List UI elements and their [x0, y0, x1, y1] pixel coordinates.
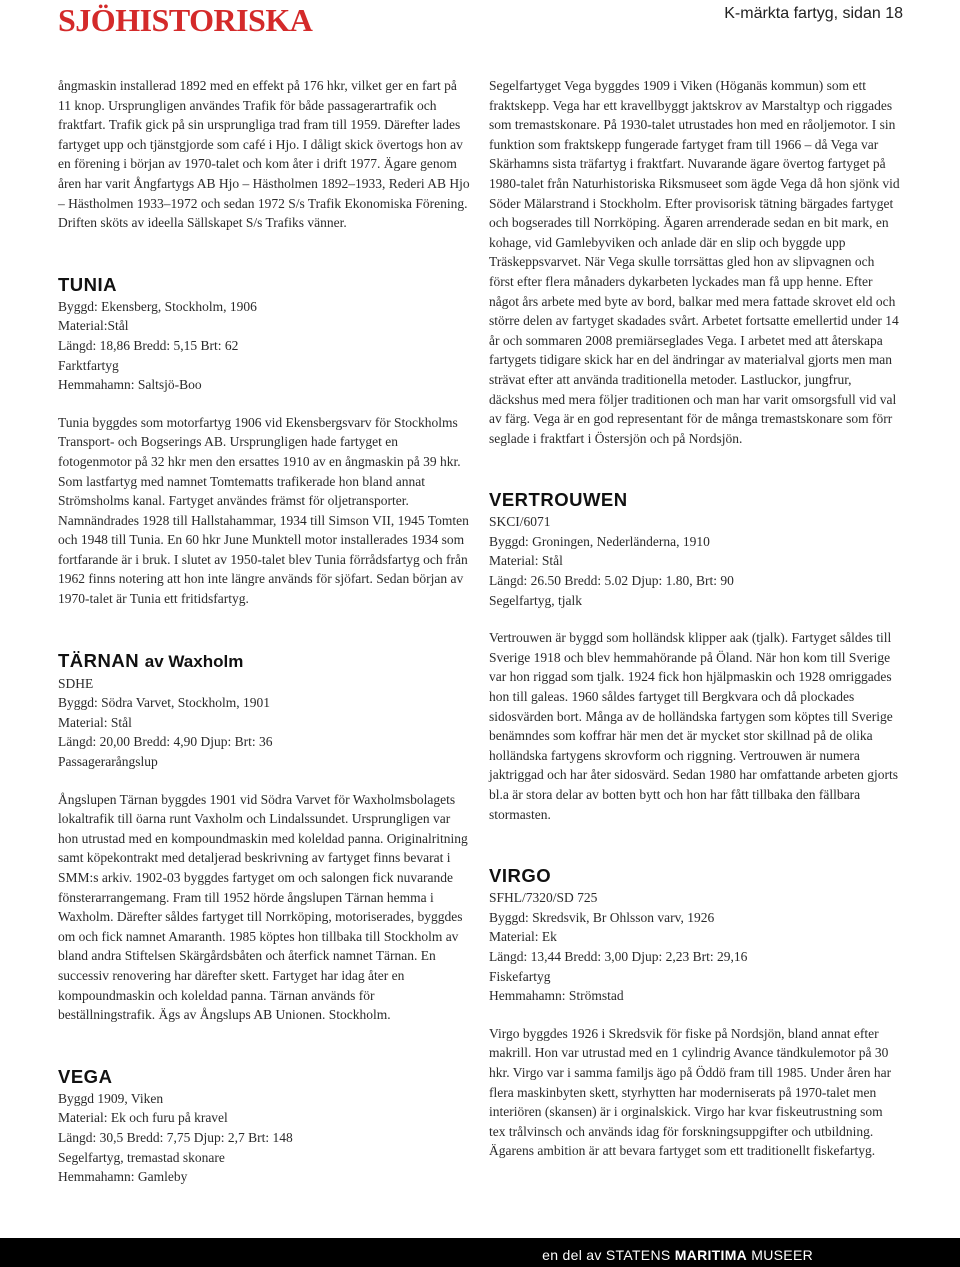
- spec-line: Fiskefartyg: [489, 968, 551, 984]
- spec-line: SFHL/7320/SD 725: [489, 890, 598, 906]
- spec-line: Byggd: Södra Varvet, Stockholm, 1901: [58, 695, 270, 711]
- left-column: [58, 76, 473, 1187]
- vega-text: Segelfartyget Vega byggdes 1909 i Viken (Höganäs kommun) som ett fraktskepp. Vega har ett kravellbyggt jaktskrov av Marstaltyp och riggades som tremastskonare. På 1930-talet utrustades hon med en råoljemotor. I sin funktion som fraktskepp fungerade fartyget fram till 1966 – då Vega var Skärhamns sista träfartyg i fraktfart. Nuvarande ägare övertog fartyget på 1980-talet från Naturhistoriska Riksmuseet som ägde Vega då hon sjönk vid Söder Mälarstrand i Stockholm. Efter provisorisk tätning bärgades fartyget och bogserades till Norrköping. Ägaren arrenderade sedan en bit mark, en kohage, vid Gamlebyviken och anlade där en slip och byggde upp Träskeppsvarvet. När Vega skulle torrsättas gled hon av slipvagnen och först efter flera månaders dykarbeten lyckades man få upp henne. Efter något års arbete med byte av bord, balkar med mera fattade skrovet eld och större delen av fartyget skadades svårt. Arbetet fortsatte emellertid under 14 år och sommaren 2008 premiärseglades Vega. I arbetet med att återskapa fartygets tidigare skick har en del ändringar av materialval gjorts men man strävat efter att använda traditionella metoder. Lastluckor, jungfrur, däckshus med mera följer traditionen och man har varit omsorgsfull vid val av färg. Vega är en god representant för de många tremastskonare som förr seglade i fraktfart i Östersjön och på Nordsjön.: [489, 78, 900, 446]
- spec-line: Hemmahamn: Strömstad: [489, 988, 624, 1004]
- spec-line: SDHE: [58, 675, 94, 691]
- right-column: [489, 76, 901, 1161]
- spec-line: Hemmahamn: Gamleby: [58, 1169, 188, 1185]
- page-label: K-märkta fartyg, sidan 18: [724, 5, 903, 22]
- vertrouwen-heading: VERTROUWEN: [489, 489, 628, 511]
- footer-text: [542, 1247, 813, 1263]
- site-logo: SJÖHISTORISKA: [58, 2, 313, 38]
- spec-line: Längd: 18,86 Bredd: 5,15 Brt: 62: [58, 337, 239, 353]
- tarnan-heading: [58, 649, 473, 674]
- spec-line: Hemmahamn: Saltsjö-Boo: [58, 377, 202, 393]
- tunia-text: Tunia byggdes som motorfartyg 1906 vid Ekensbergsvarv för Stockholms Transport- och Bogserings AB. Ursprungligen hade fartyget en fotogenmotor på 32 hkr men den ersattes 1910 av en ångmaskin på 39 hkr. Som lastfartyg med namnet Tomtematts trafikerade hon bland annat Strömsholms kanal. Fartyget användes främst för oljetransporter. Namnändrades 1928 till Hallstahammar, 1934 till Simson VII, 1945 Tomten och 1948 till Tunia. En 60 hkr June Munktell motor installerades 1934 som fortfarande är i bruk. I slutet av 1950-talet blev Tunia förrådsfartyg och från 1962 finns notering att hon inte längre används för sjöfart. Sedan början av 1970-talet är Tunia ett fritidsfartyg.: [58, 414, 469, 607]
- spec-line: Farktfartyg: [58, 357, 119, 373]
- virgo-heading: VIRGO: [489, 865, 552, 887]
- tunia-specs: [58, 297, 473, 395]
- spec-line: Material: Ek och furu på kravel: [58, 1110, 228, 1126]
- vega-heading: VEGA: [58, 1065, 113, 1087]
- intro-paragraph: ångmaskin installerad 1892 med en effekt på 176 hkr, vilket ger en fart på 11 knop. Ursprungligen användes Trafik för både passagerartrafik och fraktfart. Trafik gick på sin ursprungliga trad fram till 1959. Därefter lades fartyget upp och tjänstgjorde som café i Hjo. I dåligt skick övertogs hon av en förening i början av 1970-talet och kom åter i drift 1977. Ägare genom åren har varit Ångfartygs AB Hjo – Hästholmen 1892–1933, Rederi AB Hjo – Hästholmen 1933–1972 och sedan 1972 S/s Trafik Ekonomiska Förening. Driften sköts av ideella Sällskapet S/s Trafiks vänner.: [58, 78, 470, 231]
- footer-statens: STATENS: [605, 1247, 671, 1263]
- vega-specs: [58, 1089, 473, 1187]
- spec-line: Material: Stål: [489, 553, 563, 569]
- spec-line: Längd: 30,5 Bredd: 7,75 Djup: 2,7 Brt: 148: [58, 1129, 293, 1145]
- spec-line: Byggd: Groningen, Nederländerna, 1910: [489, 533, 710, 549]
- spec-line: Längd: 26.50 Bredd: 5.02 Djup: 1.80, Brt: 90: [489, 573, 734, 589]
- spec-line: Byggd: Skredsvik, Br Ohlsson varv, 1926: [489, 909, 715, 925]
- vertrouwen-specs: [489, 512, 901, 610]
- tarnan-title-suffix: av Waxholm: [144, 651, 244, 671]
- spec-line: Segelfartyg, tjalk: [489, 592, 582, 608]
- spec-line: Material: Stål: [58, 714, 132, 730]
- footer-bar: [0, 1238, 960, 1267]
- spec-line: Byggd 1909, Viken: [58, 1090, 164, 1106]
- spec-line: Passagerarångslup: [58, 754, 158, 770]
- vertrouwen-text: Vertrouwen är byggd som holländsk klipper aak (tjalk). Fartyget såldes till Sverige 1918 och blev hemmahörande på Öland. När hon kom till Sverige var hon riggad som tjalk. 1924 fick hon hjälpmaskin och 1928 omriggades hon till galeas. 1960 såldes fartyget till Bergkvara och då plockades sidosvärden bort. Många av de holländska fartygen som köptes till Sverige benämndes som koffrar här men det är mycket stor skillnad på de olika holländska fartygens skrovform och riggning. Vertrouwen är numera jaktriggad och har åter sidosvärd. Sedan 1980 har omfattande arbeten gjorts bl.a är stora delar av botten bytt och hon har fått tillbaka den fällbara stormasten.: [489, 630, 898, 822]
- spec-line: Material: Ek: [489, 929, 557, 945]
- tunia-heading: TUNIA: [58, 273, 118, 295]
- tarnan-specs: [58, 674, 473, 772]
- footer-prefix: en del av: [542, 1247, 602, 1263]
- spec-line: Längd: 20,00 Bredd: 4,90 Djup: Brt: 36: [58, 734, 273, 750]
- tarnan-text: Ångslupen Tärnan byggdes 1901 vid Södra Varvet för Waxholmsbolagets lokaltrafik till öarna runt Vaxholm och Lindalssundet. Ursprungligen var hon utrustad med en kompoundmaskin med koleldad panna. Originalritning samt köpekontrakt med detaljerad beskrivning av fartyget finns bevarat i SMM:s arkiv. 1902-03 byggdes fartyget om och salongen fick nuvarande fönsterarrangemang. Fram till 1952 hörde ångslupen Tärnan hemma i Waxholm. Därefter såldes fartyget till Norrköping, motoriserades, byggdes om och fick namnet Amaranth. 1985 köptes hon tillbaka till Stockholm av bland andra Stiftelsen Skärgårdsbåten och återfick namnet Tärnan. En successiv renovering har därefter skett. Fartyget har idag åter en kompoundmaskin och koleldad panna. Tärnan används för beställningstrafik. Ägs av Ångslups AB Unionen. Stockholm.: [58, 791, 468, 1023]
- spec-line: Längd: 13,44 Bredd: 3,00 Djup: 2,23 Brt: 29,16: [489, 948, 748, 964]
- tarnan-title: TÄRNAN: [58, 649, 140, 671]
- footer-maritima: MARITIMA: [674, 1247, 748, 1263]
- spec-line: Byggd: Ekensberg, Stockholm, 1906: [58, 298, 257, 314]
- spec-line: Segelfartyg, tremastad skonare: [58, 1149, 225, 1165]
- footer-museer: MUSEER: [751, 1247, 813, 1263]
- spec-line: SKCI/6071: [489, 514, 551, 530]
- spec-line: Material:Stål: [58, 318, 129, 334]
- virgo-text: Virgo byggdes 1926 i Skredsvik för fiske på Nordsjön, bland annat efter makrill. Hon var utrustad med en 1 cylindrig Avance tändkulemotor på 30 hkr. Virgo var i samma familjs ägo på Öddö fram till 1985. Under åren har flera maskinbyten skett, styrhytten har moderniserats på 1970-talet men interiören (skansen) är i orginalskick. Virgo har kvar fiskeutrustning som tex trålvinsch och används idag för forskningsuppgifter och utbildning. Ägarens ambition är att bevara fartyget som ett traditionellt fiskefartyg.: [489, 1025, 892, 1159]
- virgo-specs: [489, 888, 901, 1006]
